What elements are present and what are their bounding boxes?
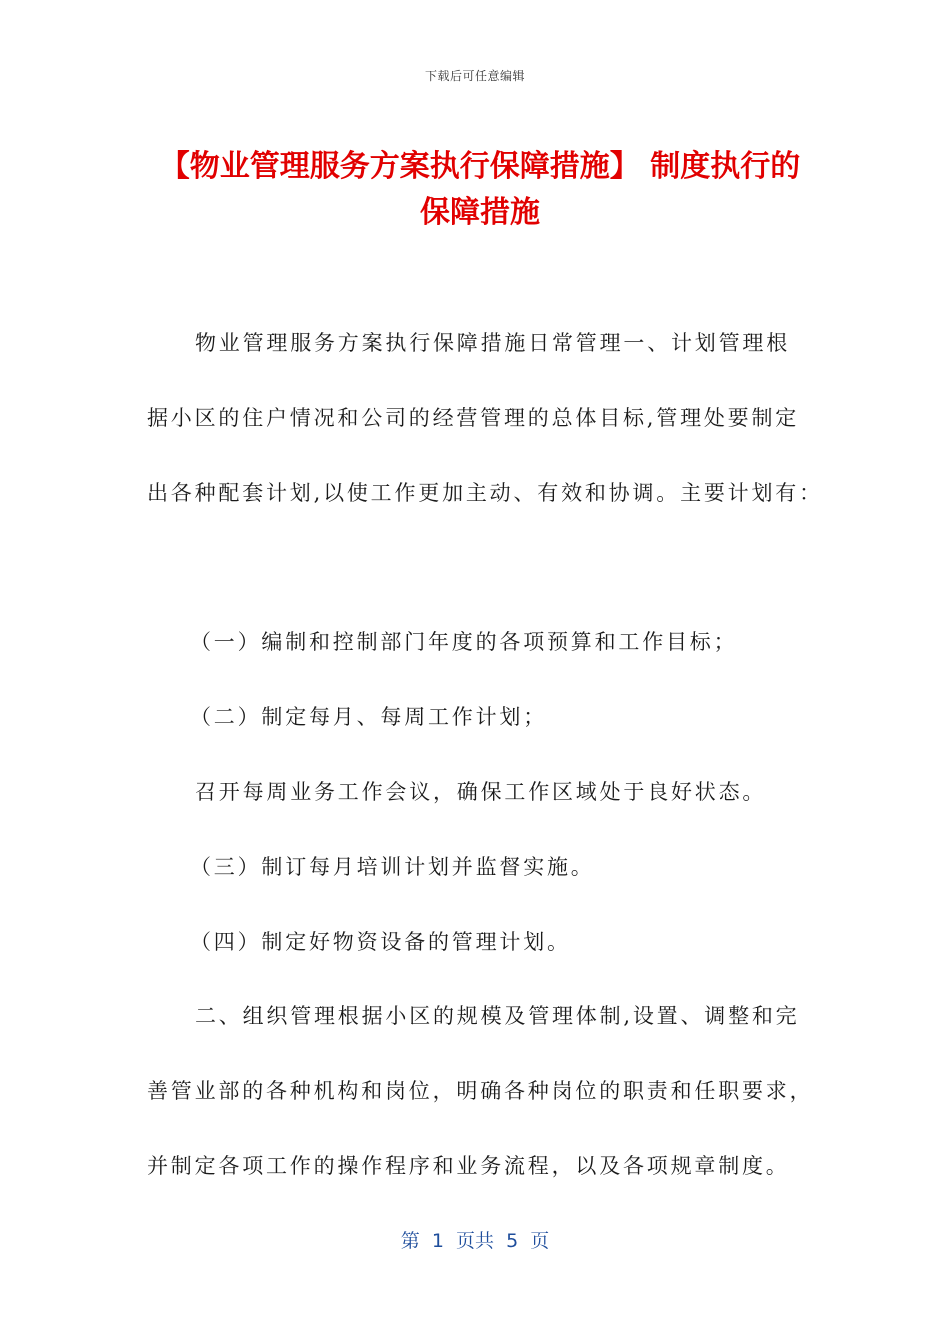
- body-line: 物业管理服务方案执行保障措施日常管理一、计划管理根: [195, 331, 790, 355]
- header-note: 下载后可任意编辑: [424, 69, 525, 83]
- body-line: （二）制定每月、每周工作计划；: [190, 705, 547, 729]
- body-line: （三）制订每月培训计划并监督实施。: [190, 855, 595, 879]
- body-line: （一）编制和控制部门年度的各项预算和工作目标；: [190, 630, 738, 654]
- body-line: 出各种配套计划,以使工作更加主动、有效和协调。主要计划有：: [147, 481, 823, 505]
- document-title: 【物业管理服务方案执行保障措施】 制度执行的保障措施: [159, 149, 801, 230]
- body-line: 善管业部的各种机构和岗位，明确各种岗位的职责和任职要求，: [147, 1079, 814, 1103]
- body-line: 据小区的住户情况和公司的经营管理的总体目标,管理处要制定: [147, 406, 800, 430]
- page-footer: 第 1 页共 5 页: [400, 1230, 550, 1252]
- body-line: 并制定各项工作的操作程序和业务流程，以及各项规章制度。: [147, 1154, 790, 1178]
- body-line: 召开每周业务工作会议，确保工作区域处于良好状态。: [195, 780, 767, 804]
- body-line: 二、组织管理根据小区的规模及管理体制,设置、调整和完: [195, 1004, 800, 1028]
- body-line: （四）制定好物资设备的管理计划。: [190, 930, 571, 954]
